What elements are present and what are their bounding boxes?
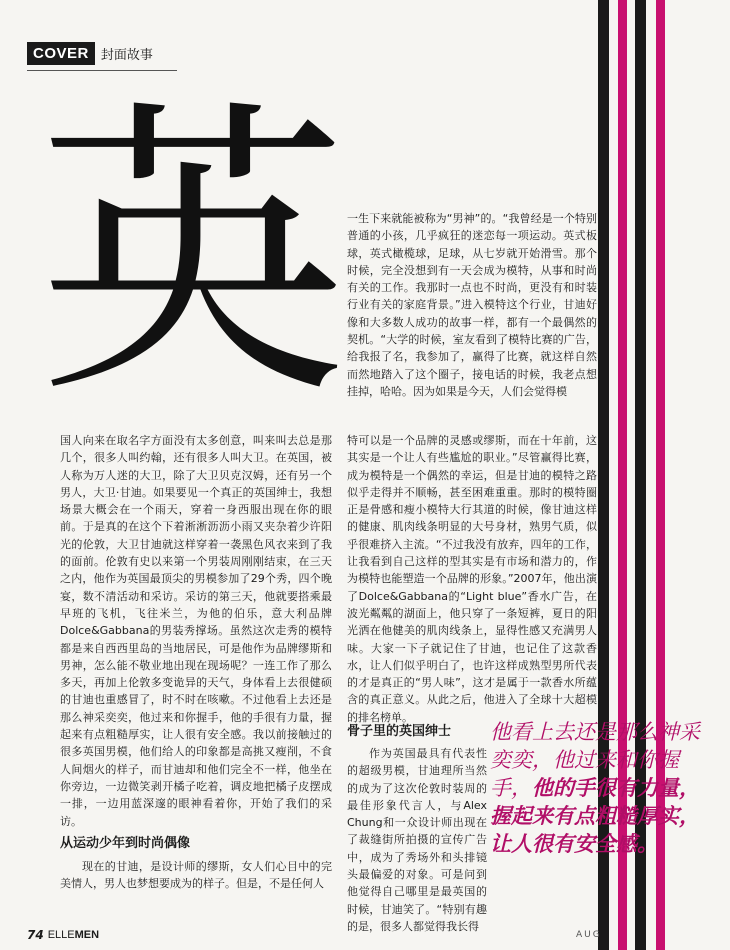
pull-quote-normal: 他看上去还是那么神采奕奕，他过来和你握手， xyxy=(490,720,700,800)
pull-quote-bold: 他的手很有力量，握起来有点粗糙厚实，让人很有安全感。 xyxy=(490,776,700,856)
article-column-right-top xyxy=(347,210,597,400)
paragraph: 国人向来在取名字方面没有太多创意，叫来叫去总是那几个，很多人叫约翰，还有很多人叫大卫。在英国，被人称为万人迷的大卫，除了大卫贝克汉姆，还有另一个男人，大卫·甘迪。如果要见一个真正的英国绅士，我想场景大概会在一个雨天，穿着一身西服出现在你的眼前。于是真的在这个下着淅淅沥沥小雨又夹杂着少许阳光的伦敦，大卫甘迪就这样穿着一袭黑色风衣来到了我的面前。伦敦有史以来第一个男装周刚刚结束，在三天之内，他作为英国最顶尖的男模参加了29个秀，四个晚宴，数不清活动和采访。采访的第三天，他就要搭乘最早班的飞机，飞往米兰，为他的伯乐，意大利品牌Dolce&Gabbana的男装秀撑场。虽然这次走秀的模特都是来自西西里岛的当地居民，可是他作为品牌缪斯和男神，怎么能不敬业地出现在现场呢？一连工作了那么多天，再加上伦敦多变诡异的天气，身体看上去很健硕的甘迪也重感冒了，时不时在咳嗽。不过他看上去还是那么神采奕奕，他过来和你握手，他的手很有力量，握起来有点粗糙厚实，让人很有安全感。我以前接触过的很多英国男模，他们给人的印象都是高挑又瘦削，不食人间烟火的样子，而甘迪却和他们完全不一样，他坐在你旁边，一边微笑剥开橘子吃着，调皮地把橘子皮摆成一排，一边用蓝深邃的眼神看着你，开始了我们的采访。 xyxy=(60,434,332,828)
paragraph: 现在的甘迪，是设计师的缪斯，女人们心目中的完美情人，男人也梦想要成为的样子。但是，不是任何人 xyxy=(60,860,332,891)
section-tag: COVER xyxy=(27,42,95,65)
magazine-name xyxy=(48,929,99,941)
article-column-right-mid xyxy=(347,432,597,726)
headline-big-character: 英 xyxy=(38,75,348,436)
issue-month: AUG xyxy=(576,930,602,940)
header-rule xyxy=(27,70,177,71)
article-column-left xyxy=(60,432,332,830)
section-heading: 骨子里的英国绅士 xyxy=(347,724,452,739)
section-body xyxy=(60,858,332,893)
paragraph: 特可以是一个品牌的灵感或缪斯，而在十年前，这其实是一个让人有些尴尬的职业。”尽管赢得比赛，成为模特是一个偶然的幸运，但是甘迪的模特之路似乎走得并不顺畅，甚至困难重重。那时的模特圈正是骨感和瘦小模特大行其道的时候，像甘迪这样的健康、肌肉线条明显的大号身材，熟男气质，似乎很难挤入主流。“不过我没有放弃，四年的工作，让我看到自己这样的型其实是有市场和潜力的，作为模特也能塑造一个品牌的形象。”2007年，他出演了Dolce&Gabbana的“Light blue”香水广告，在波光粼粼的湖面上，他只穿了一条短裤，夏日的阳光洒在他健美的肌肉线条上，显得性感又充满男人味。大家一下子就记住了甘迪，也记住了这款香水，让人们似乎明白了，也许这样成熟型男所代表的才是真正的“男人味”，这才是属于一款香水所蕴含的真正意义。从此之后，他进入了全球十大超模的排名榜单。 xyxy=(347,434,597,724)
page-number: 74 xyxy=(27,928,44,942)
section-subtitle: 封面故事 xyxy=(100,47,153,63)
page-footer xyxy=(27,928,99,942)
pull-quote xyxy=(490,718,700,858)
section-body xyxy=(347,745,487,935)
paragraph: 作为英国最具有代表性的超级男模，甘迪理所当然的成为了这次伦敦时装周的最佳形象代言人，与Alex Chung和一众设计师出现在了裁缝街所拍摄的宣传广告中，成为了秀场外和头排镜头最偏爱的对象。可是问到他觉得自己哪里是最英国的时候，甘迪笑了。“特别有趣的是，很多人都觉得我长得 xyxy=(347,747,487,933)
section-header xyxy=(27,42,153,64)
magazine-name-a: ELLE xyxy=(47,929,75,941)
paragraph: 一生下来就能被称为“男神”的。“我曾经是一个特别普通的小孩，几乎疯狂的迷恋每一项运动。英式板球，英式橄榄球，足球，从七岁就开始滑雪。那个时候，完全没想到有一天会成为模特，从事和时尚有关的工作。我那时一点也不时尚，更没有和时装行业有关的家庭背景。”进入模特这个行业，甘迪好像和大多数人成功的故事一样，都有一个最偶然的契机。“大学的时候，室友看到了模特比赛的广告，给我报了名，我参加了，赢得了比赛，就这样自然而然地踏入了这个圈子，接电话的时候，我老点想挂掉，哈哈。因为如果是今天，人们会觉得模 xyxy=(347,212,597,398)
section-heading: 从运动少年到时尚偶像 xyxy=(60,836,191,851)
magazine-name-b: MEN xyxy=(74,929,100,941)
